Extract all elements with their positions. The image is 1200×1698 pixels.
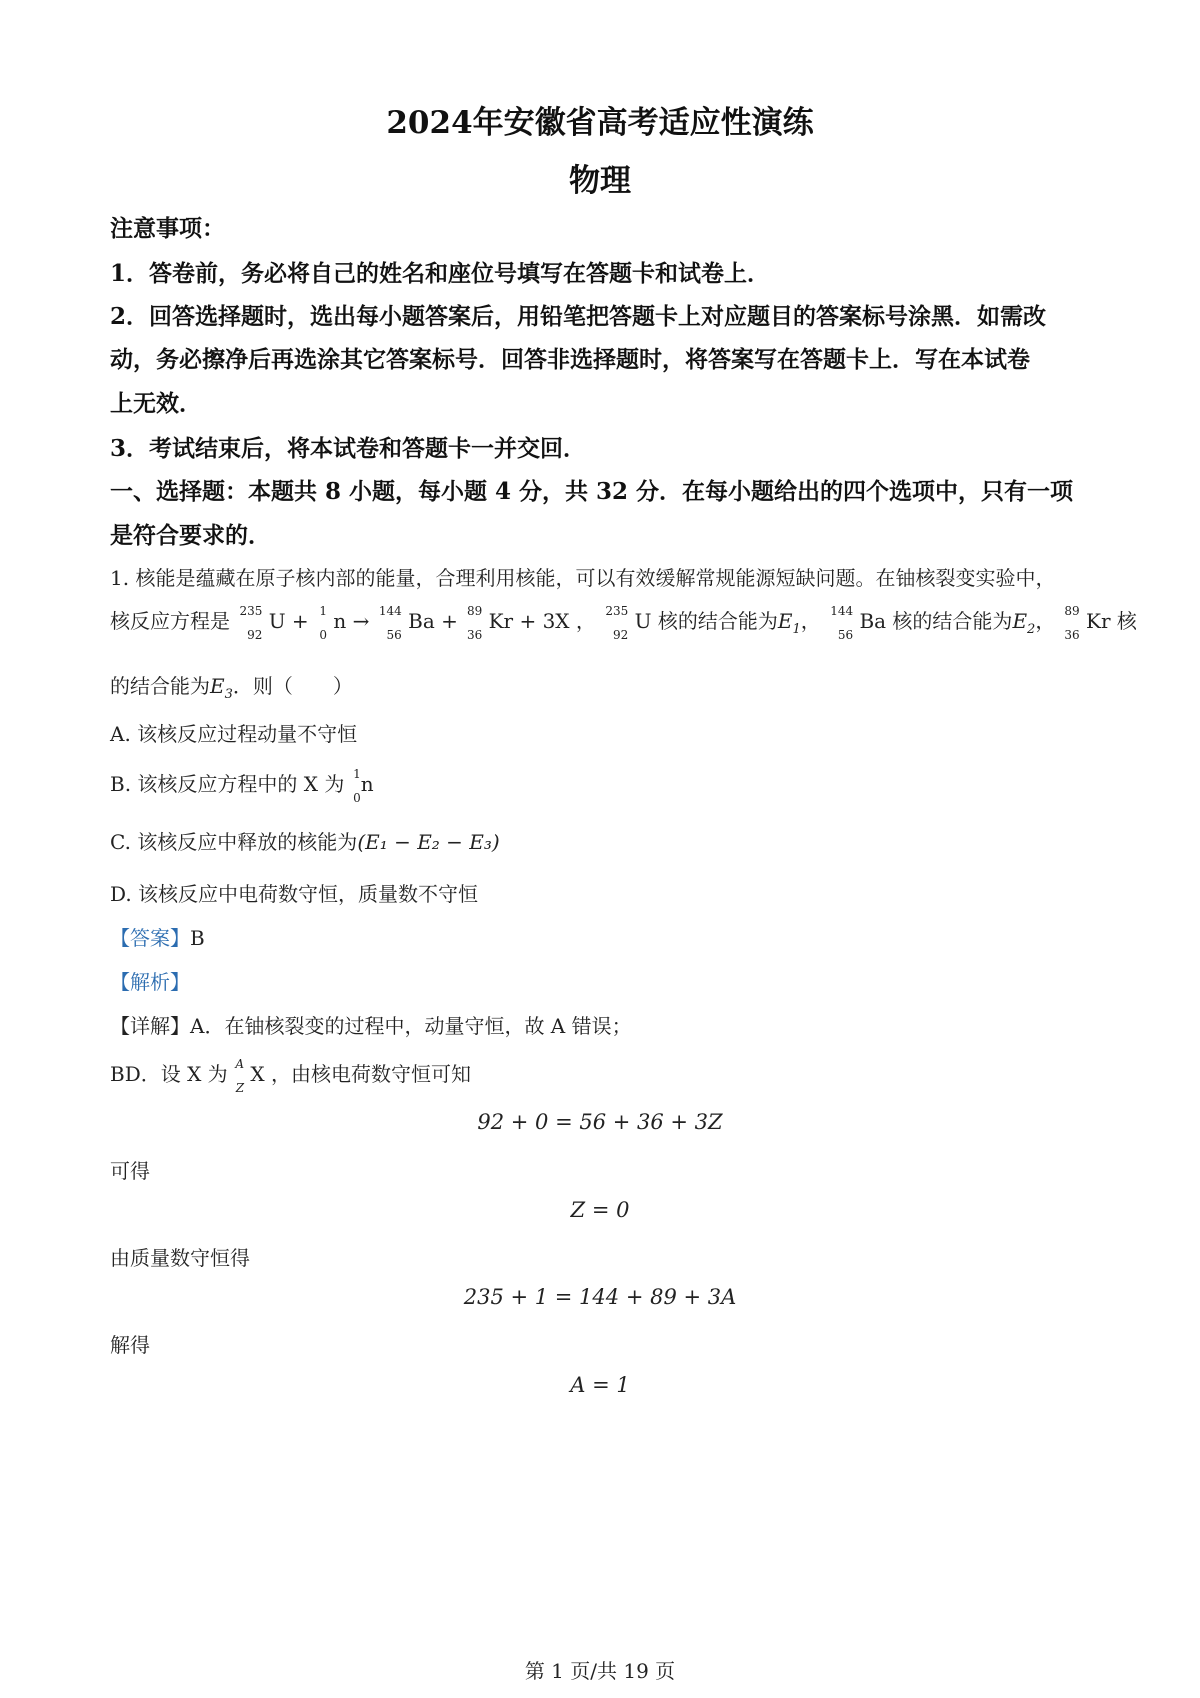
text-jie-de: 解得 [110, 1333, 150, 1357]
neutron-nuclide-option-b: 1 0 [353, 766, 361, 805]
answer-value: B [190, 926, 205, 950]
option-b-text: B. 该核反应方程中的 X 为 [110, 772, 345, 796]
q1-text-a: 核反应方程是 [110, 609, 230, 633]
section-heading-line-2: 是符合要求的． [110, 522, 271, 549]
notice-item-2-line-1: 2．回答选择题时，选出每小题答案后，用铅笔把答题卡上对应题目的答案标号涂黑．如需改 [110, 303, 1047, 330]
option-c-expression: (E₁ − E₂ − E₃) [357, 830, 500, 854]
option-c-text: C. 该核反应中释放的核能为 [110, 830, 358, 854]
barium-144-nuclide-2: 144 56 [830, 603, 854, 642]
notice-item-1: 1．答卷前，务必将自己的姓名和座位号填写在答题卡和试卷上． [110, 260, 771, 287]
q1-text-l3a: 的结合能为 [110, 674, 210, 698]
option-d: D. 该核反应中电荷数守恒，质量数不守恒 [110, 882, 479, 906]
notice-heading: 注意事项： [110, 215, 225, 242]
q1-text-h: Kr 核 [1086, 609, 1137, 633]
option-a: A. 该核反应过程动量不守恒 [110, 722, 358, 746]
question-1-line-1: 1. 核能是蕴藏在原子核内部的能量，合理利用核能，可以有效缓解常规能源短缺问题。在铀核裂变实验中， [110, 566, 1056, 590]
text-mass-conservation: 由质量数守恒得 [110, 1246, 250, 1270]
question-1-line-3 [110, 670, 1100, 702]
bd-line [110, 1058, 1100, 1093]
notice-item-3: 3．考试结束后，将本试卷和答题卡一并交回． [110, 435, 587, 462]
uranium-235-nuclide-2: 235 92 [605, 603, 629, 642]
bd-text-a: BD．设 X 为 [110, 1062, 228, 1086]
subject-title: 物理 [569, 163, 631, 199]
answer-line [110, 922, 1100, 951]
equation-a: A = 1 [570, 1373, 630, 1397]
uranium-235-nuclide: 235 92 [239, 603, 263, 642]
neutron-nuclide: 1 0 [319, 603, 328, 642]
analysis-label: 【解析】 [110, 970, 190, 994]
q1-text-l3b: ．则（ ） [232, 674, 353, 698]
krypton-89-nuclide-2: 89 36 [1064, 603, 1080, 642]
detail-line [110, 1010, 1100, 1039]
symbol-e3: $E_3$ [210, 674, 233, 702]
q1-text-f: U 核的结合能为 [634, 609, 778, 633]
detail-text: A．在铀核裂变的过程中，动量守恒，故 A 错误； [190, 1014, 632, 1038]
q1-text-c: n → [333, 609, 370, 633]
exam-title: 2024年安徽省高考适应性演练 [386, 105, 814, 141]
x-nuclide-az: A Z [235, 1056, 245, 1095]
krypton-89-nuclide: 89 36 [466, 603, 483, 642]
symbol-e2: $E_2$ [1012, 609, 1036, 637]
equation-charge: 92 + 0 = 56 + 36 + 3Z [477, 1110, 723, 1134]
text-ke-de: 可得 [110, 1159, 150, 1183]
section-heading-line-1: 一、选择题：本题共 8 小题，每小题 4 分，共 32 分．在每小题给出的四个选项中，只有一项 [110, 478, 1074, 505]
q1-text-e: Kr + 3X ， [488, 609, 596, 633]
answer-label: 【答案】 [110, 926, 190, 950]
page-footer: 第 1 页/共 19 页 [524, 1659, 676, 1683]
question-1-reaction-line: 核反应方程是 235 92 U + 1 0 n → 144 56 Ba + 89 36 Kr + 3X ， 235 92 U 核的结合能为$E_1$， 144 56 Ba 核的结合能为$E_2$， 89 36 Kr 核 [110, 603, 1137, 642]
equation-mass: 235 + 1 = 144 + 89 + 3A [463, 1285, 737, 1309]
equation-z: Z = 0 [570, 1198, 630, 1222]
symbol-e1: $E_1$ [777, 609, 801, 637]
q1-text-g: Ba 核的结合能为 [859, 609, 1013, 633]
q1-text-d: Ba + [408, 609, 458, 633]
q1-text-b: U + [268, 609, 309, 633]
option-c [110, 826, 1100, 855]
detail-label: 【详解】 [110, 1014, 190, 1038]
barium-144-nuclide: 144 56 [378, 603, 402, 642]
notice-item-2-line-2: 动，务必擦净后再选涂其它答案标号．回答非选择题时，将答案写在答题卡上．写在本试卷 [110, 346, 1030, 373]
bd-text-b: X ，由核电荷数守恒可知 [250, 1062, 472, 1086]
option-b: B. 该核反应方程中的 X 为 1 0 n [110, 766, 374, 805]
notice-item-2-line-3: 上无效． [110, 390, 202, 417]
